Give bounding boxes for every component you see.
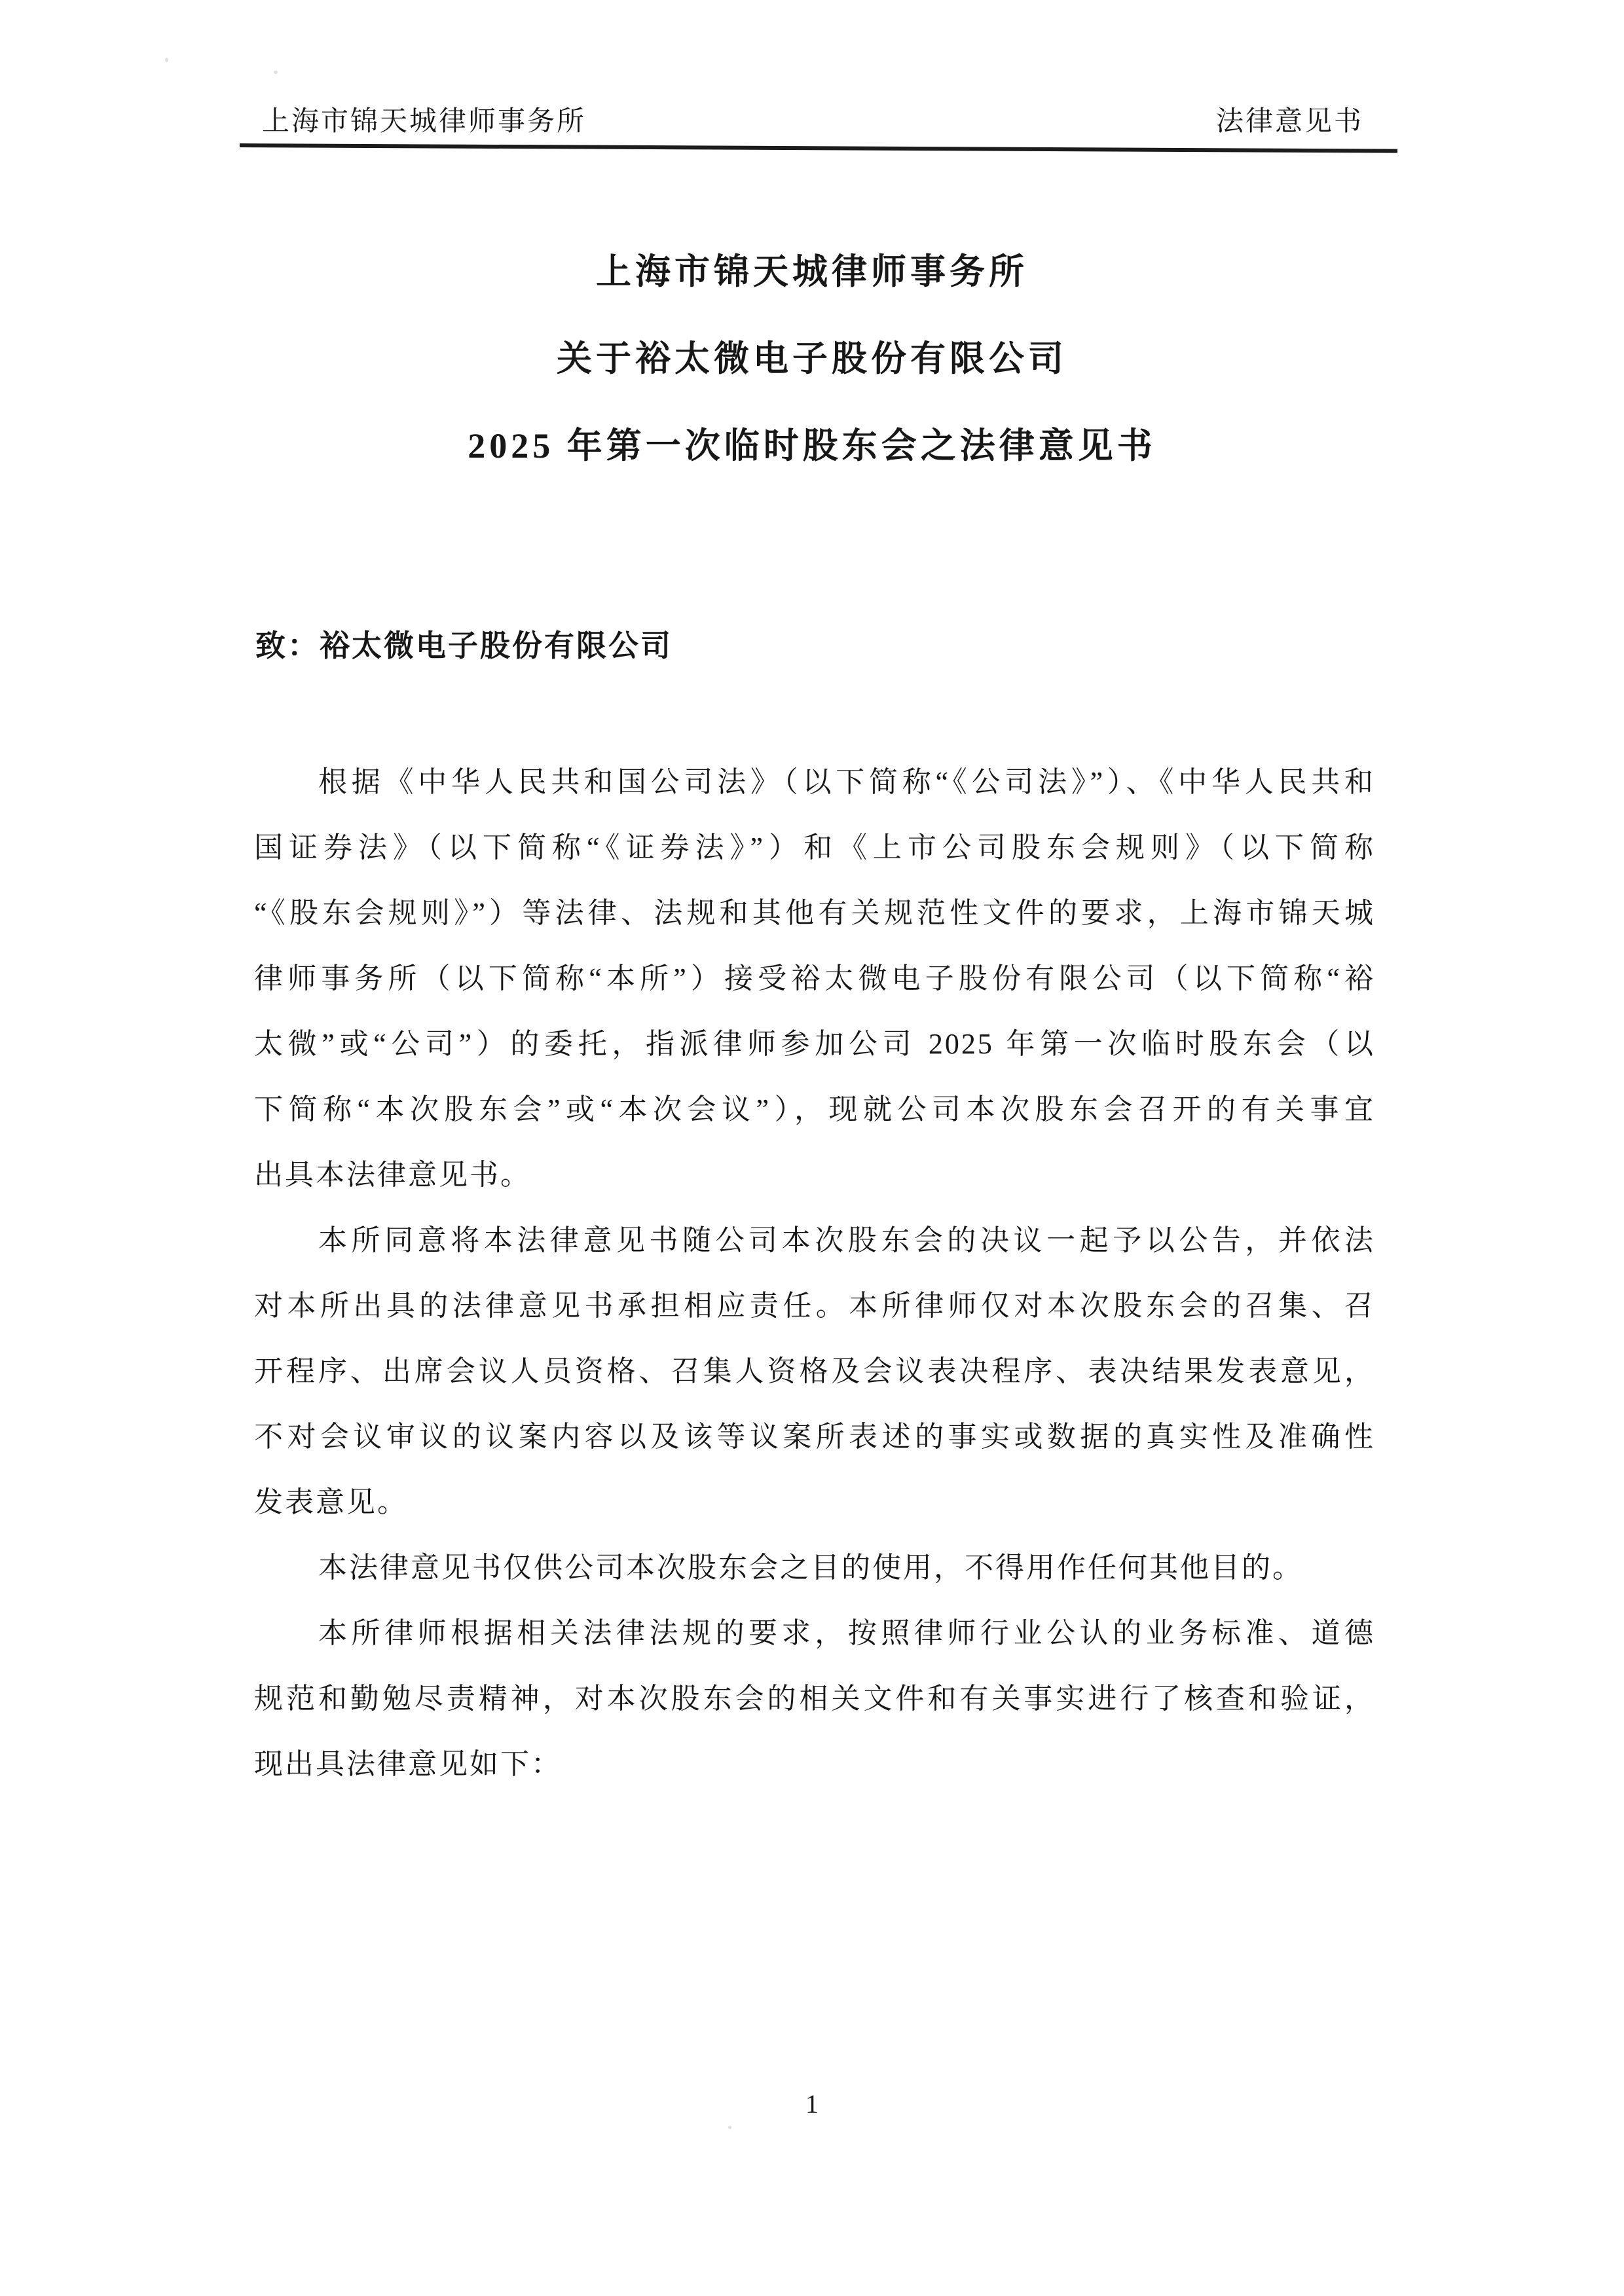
body-line: 律师事务所（以下简称“本所”）接受裕太微电子股份有限公司（以下简称“裕 xyxy=(254,962,1375,994)
body-text xyxy=(254,750,1375,1797)
body-line: 本所同意将本法律意见书随公司本次股东会的决议一起予以公告，并依法 xyxy=(318,1224,1375,1256)
body-line: 发表意见。 xyxy=(254,1486,408,1518)
scan-artifact xyxy=(165,58,168,62)
body-line: 太微”或“公司”）的委托，指派律师参加公司 2025 年第一次临时股东会（以 xyxy=(254,1028,1375,1060)
page-number: 1 xyxy=(805,2089,819,2119)
title-line-meeting: 2025 年第一次临时股东会之法律意见书 xyxy=(468,426,1156,465)
document-title xyxy=(0,228,1624,490)
body-line: 本所律师根据相关法律法规的要求，按照律师行业公认的业务标准、道德 xyxy=(318,1617,1375,1649)
body-line: 规范和勤勉尽责精神，对本次股东会的相关文件和有关事实进行了核查和验证， xyxy=(254,1683,1375,1715)
header-doc-type: 法律意见书 xyxy=(1215,107,1363,137)
body-line: 对本所出具的法律意见书承担相应责任。本所律师仅对本次股东会的召集、召 xyxy=(254,1290,1375,1322)
header-divider xyxy=(240,143,1397,153)
body-line: 本法律意见书仅供公司本次股东会之目的使用，不得用作任何其他目的。 xyxy=(318,1552,1303,1584)
header-firm-name: 上海市锦天城律师事务所 xyxy=(262,107,587,137)
body-line: “《股东会规则》”）等法律、法规和其他有关规范性文件的要求，上海市锦天城 xyxy=(254,897,1375,929)
title-line-firm: 上海市锦天城律师事务所 xyxy=(596,252,1028,291)
scan-artifact xyxy=(728,2126,731,2129)
title-line-company: 关于裕太微电子股份有限公司 xyxy=(557,339,1067,378)
body-line: 开程序、出席会议人员资格、召集人资格及会议表决程序、表决结果发表意见， xyxy=(254,1355,1375,1387)
scan-artifact xyxy=(274,71,278,74)
body-line: 下简称“本次股东会”或“本次会议”），现就公司本次股东会召开的有关事宜 xyxy=(254,1093,1375,1125)
body-line: 根据《中华人民共和国公司法》（以下简称“《公司法》”）、《中华人民共和 xyxy=(318,766,1375,798)
page-header xyxy=(262,100,1363,139)
body-line: 现出具法律意见如下： xyxy=(254,1748,562,1780)
body-line: 出具本法律意见书。 xyxy=(254,1159,531,1191)
body-line: 国证券法》（以下简称“《证券法》”）和《上市公司股东会规则》（以下简称 xyxy=(254,831,1375,864)
body-line: 不对会议审议的议案内容以及该等议案所表述的事实或数据的真实性及准确性 xyxy=(254,1421,1375,1453)
salutation: 致：裕太微电子股份有限公司 xyxy=(255,629,673,663)
